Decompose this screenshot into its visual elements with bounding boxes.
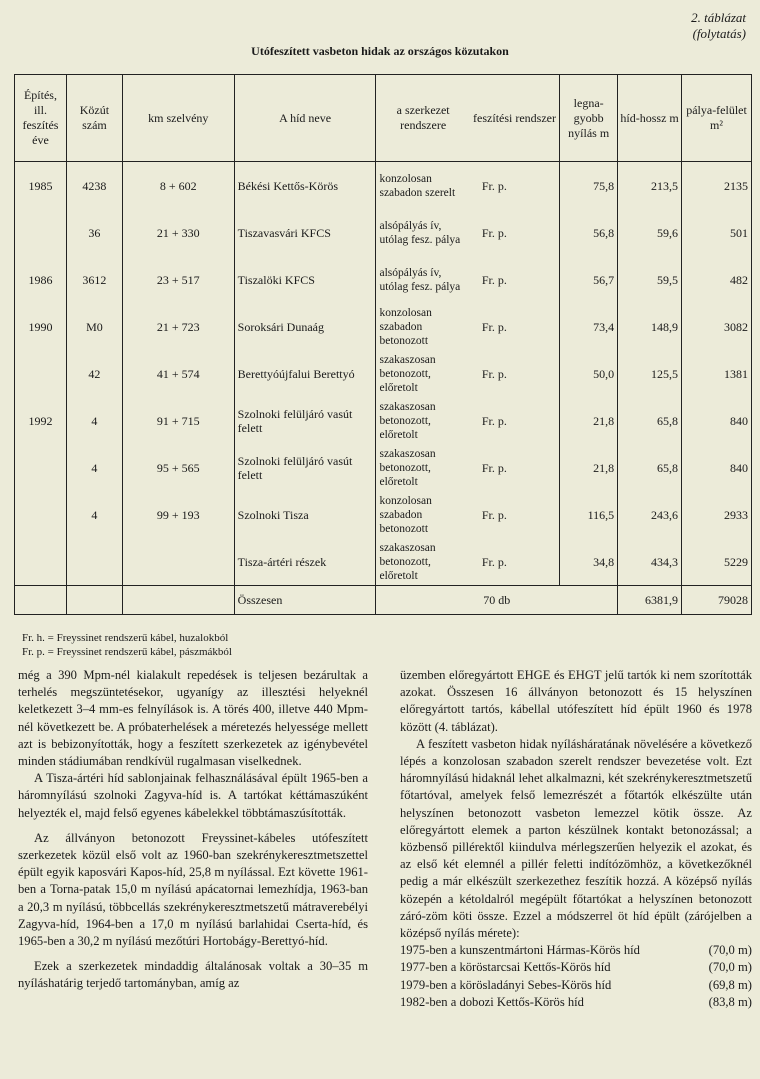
- cell-tension: Fr. p.: [470, 397, 560, 444]
- bridge-list: [400, 942, 752, 1011]
- cell-km: 41 + 574: [122, 350, 234, 397]
- table-number-label: [691, 10, 746, 42]
- cell-span: 56,8: [560, 209, 618, 256]
- table-row: [15, 256, 752, 303]
- table-header-row: [15, 75, 752, 162]
- cell-km: 8 + 602: [122, 162, 234, 210]
- header-km: km szelvény: [122, 75, 234, 162]
- cell-system: alsópályás ív, utólag fesz. pálya: [376, 209, 470, 256]
- cell-span: 50,0: [560, 350, 618, 397]
- cell-length: 434,3: [618, 538, 682, 586]
- list-item-text: 1982-ben a dobozi Kettős-Körös híd: [400, 994, 584, 1009]
- cell-length: 65,8: [618, 444, 682, 491]
- cell-road: 4238: [66, 162, 122, 210]
- cell-name: Tiszalöki KFCS: [234, 256, 376, 303]
- cell-year: [15, 350, 67, 397]
- cell-area: 1381: [682, 350, 752, 397]
- total-length: 6381,9: [618, 586, 682, 615]
- header-tension: feszítési rendszer: [470, 75, 560, 162]
- header-system: a szerkezet rendszere: [376, 75, 470, 162]
- cell-area: 3082: [682, 303, 752, 350]
- table-title: Utófeszített vasbeton hidak az országos közutakon: [251, 44, 509, 58]
- cell-span: 21,8: [560, 397, 618, 444]
- table-row: [15, 162, 752, 210]
- cell-empty: [66, 586, 122, 615]
- header-year: Építés, ill. feszítés éve: [15, 75, 67, 162]
- table-row: [15, 444, 752, 491]
- cell-name: Szolnoki felüljáró vasút felett: [234, 444, 376, 491]
- paragraph: A Tisza-ártéri híd sablonjainak felhasználásával épült 1965-ben a háromnyílású szolnoki Zagyva-híd is. A tartókat kéttámaszúként helyezték el, majd felső egyenes kábelekkel többtámaszúsították.: [18, 771, 368, 820]
- table-row: [15, 303, 752, 350]
- cell-empty: [15, 586, 67, 615]
- list-item: [400, 959, 752, 976]
- cell-name: Tiszavasvári KFCS: [234, 209, 376, 256]
- cell-empty: [122, 586, 234, 615]
- cell-name: Tisza-ártéri részek: [234, 538, 376, 586]
- cell-road: 4: [66, 444, 122, 491]
- cell-area: 5229: [682, 538, 752, 586]
- cell-road: [66, 538, 122, 586]
- cell-name: Berettyóújfalui Berettyó: [234, 350, 376, 397]
- cell-area: 2933: [682, 491, 752, 538]
- header-span: legna-gyobb nyílás m: [560, 75, 618, 162]
- cell-span: 73,4: [560, 303, 618, 350]
- cell-km: [122, 538, 234, 586]
- table-row: [15, 538, 752, 586]
- cell-area: 2135: [682, 162, 752, 210]
- list-item-size: (70,0 m): [708, 960, 752, 975]
- table-total-row: [15, 586, 752, 615]
- cell-road: 42: [66, 350, 122, 397]
- cell-tension: Fr. p.: [470, 491, 560, 538]
- table-row: [15, 491, 752, 538]
- cell-km: 23 + 517: [122, 256, 234, 303]
- cell-system: szakaszosan betonozott, előretolt: [376, 538, 470, 586]
- cell-km: 95 + 565: [122, 444, 234, 491]
- text-column-right: [400, 667, 752, 1011]
- paragraph: Az állványon betonozott Freyssinet-kábeles utófeszített szerkezetek közül első volt az 1960-ban szekrénykeresztmetszettel épült egyik kaposvári Kapos-híd, 25,8 m nyílással. Ezt követte 1961-ben a Torna-patak 15,0 m nyílású apácatornai lemezhídja, 1963-ban a 20,3 m nyílású, többcellás szekrénykeresztmetszetű mátraverebélyi Zagyva-híd, 1964-ben a 17,0 m nyílású barlahidai Cserta-híd, és 1965-ben a 30,2 m nyílású mezőtúri Hortobágy-Berettyó-híd.: [18, 830, 368, 949]
- list-item: [400, 994, 752, 1011]
- total-label: Összesen: [234, 586, 376, 615]
- cell-road: 3612: [66, 256, 122, 303]
- note-fr-p: Fr. p. = Freyssinet rendszerű kábel, pászmákból: [22, 646, 232, 658]
- cell-span: 116,5: [560, 491, 618, 538]
- header-name: A híd neve: [234, 75, 376, 162]
- cell-length: 59,5: [618, 256, 682, 303]
- paragraph: üzemben előregyártott EHGE és EHGT jelű tartók ki nem szorították azokat. Összesen 16 állványon betonozott és 15 helyszínen előregyártott tartós, kábellal utófeszített híd épült 1960 és 1978 között (4. táblázat).: [400, 668, 752, 734]
- list-item-size: (83,8 m): [708, 994, 752, 1009]
- table-number: 2. táblázat: [691, 10, 746, 25]
- list-item-text: 1975-ben a kunszentmártoni Hármas-Körös híd: [400, 943, 640, 958]
- cell-area: 482: [682, 256, 752, 303]
- cell-span: 75,8: [560, 162, 618, 210]
- cell-tension: Fr. p.: [470, 444, 560, 491]
- cell-system: konzolosan szabadon betonozott: [376, 491, 470, 538]
- cell-area: 840: [682, 397, 752, 444]
- note-fr-h: Fr. h. = Freyssinet rendszerű kábel, huzalokból: [22, 632, 229, 644]
- cell-length: 125,5: [618, 350, 682, 397]
- cell-system: alsópályás ív, utólag fesz. pálya: [376, 256, 470, 303]
- cell-year: [15, 444, 67, 491]
- cell-road: 36: [66, 209, 122, 256]
- cell-road: 4: [66, 491, 122, 538]
- cell-length: 213,5: [618, 162, 682, 210]
- cell-km: 91 + 715: [122, 397, 234, 444]
- cell-tension: Fr. p.: [470, 162, 560, 210]
- cell-system: konzolosan szabadon szerelt: [376, 162, 470, 210]
- paragraph: Ezek a szerkezetek mindaddig általánosak voltak a 30–35 m nyíláshatárig terjedő tartományban, amíg az: [18, 959, 368, 991]
- cell-year: [15, 209, 67, 256]
- cell-span: 56,7: [560, 256, 618, 303]
- cell-length: 59,6: [618, 209, 682, 256]
- cell-area: 840: [682, 444, 752, 491]
- cell-system: konzolosan szabadon betonozott: [376, 303, 470, 350]
- cell-km: 21 + 723: [122, 303, 234, 350]
- list-item-size: (69,8 m): [708, 977, 752, 992]
- table-row: [15, 397, 752, 444]
- cell-tension: Fr. p.: [470, 209, 560, 256]
- cell-area: 501: [682, 209, 752, 256]
- cell-year: 1986: [15, 256, 67, 303]
- cell-length: 148,9: [618, 303, 682, 350]
- cell-length: 243,6: [618, 491, 682, 538]
- cell-year: [15, 491, 67, 538]
- cell-name: Szolnoki Tisza: [234, 491, 376, 538]
- cell-system: szakaszosan betonozott, előretolt: [376, 350, 470, 397]
- list-item: [400, 977, 752, 994]
- cell-span: 34,8: [560, 538, 618, 586]
- cell-year: 1990: [15, 303, 67, 350]
- text-column-left: [18, 667, 368, 993]
- cell-name: Soroksári Dunaág: [234, 303, 376, 350]
- cell-system: szakaszosan betonozott, előretolt: [376, 444, 470, 491]
- cell-year: 1992: [15, 397, 67, 444]
- header-length: híd-hossz m: [618, 75, 682, 162]
- continuation-note: (folytatás): [692, 26, 746, 41]
- cell-system: szakaszosan betonozott, előretolt: [376, 397, 470, 444]
- table-row: [15, 209, 752, 256]
- cell-name: Békési Kettős-Körös: [234, 162, 376, 210]
- cell-tension: Fr. p.: [470, 303, 560, 350]
- total-area: 79028: [682, 586, 752, 615]
- header-area: pálya-felület m²: [682, 75, 752, 162]
- list-item-text: 1979-ben a körösladányi Sebes-Körös híd: [400, 977, 612, 992]
- cell-length: 65,8: [618, 397, 682, 444]
- paragraph: még a 390 Mpm-nél kialakult repedések is teljesen bezárultak a terhelés megszüntetésekor, ugyanígy az illesztési helyeknél keletkezett 3–4 mm-es felnyílások is. A törés 400, illetve 440 Mpm-nél következett be. A próbaterhelések a méretezés helyessége mellett azt is bebizonyították, hogy a feszített szerkezetek az igénybevétel minden stádiumában rendkívül rugalmasan viselkednek.: [18, 668, 368, 769]
- cell-tension: Fr. p.: [470, 256, 560, 303]
- cell-year: [15, 538, 67, 586]
- cell-tension: Fr. p.: [470, 350, 560, 397]
- paragraph: A feszített vasbeton hidak nyílásháratának növelésére a következő lépés a konzolosan szabadon szerelt rendszer bevezetése volt. Ezt háromnyílású hidaknál lehet alkalmazni, két szekrénykeresztmetszetű főtartóval, amelyek felső lemezrészét a főtartók elkészülte után helyszínen betonozott vasbeton lemezzel kötik össze. Az előregyártott elemek a parton készülnek kontakt betonozással; a közbenső pillérektől kiindulva mérlegszerűen helyezik el azokat, és az első két elemnél a pillér feletti indítózömhöz, a következőknél pedig a már elkészült szerkezethez feszítik hozzá. A középső nyílás közepén a kétoldalról megépült főtartókat a helyszínen betonozott záró-zöm köti össze. Ezzel a módszerrel öt híd épült (zárójelben a középső nyílás mérete):: [400, 736, 752, 941]
- list-item-text: 1977-ben a köröstarcsai Kettős-Körös híd: [400, 960, 611, 975]
- cell-road: M0: [66, 303, 122, 350]
- table-notes: [22, 631, 232, 659]
- list-item-size: (70,0 m): [708, 943, 752, 958]
- cell-name: Szolnoki felüljáró vasút felett: [234, 397, 376, 444]
- cell-year: 1985: [15, 162, 67, 210]
- bridges-table: [14, 74, 752, 615]
- table-row: [15, 350, 752, 397]
- cell-road: 4: [66, 397, 122, 444]
- cell-tension: Fr. p.: [470, 538, 560, 586]
- cell-km: 21 + 330: [122, 209, 234, 256]
- total-count: 70 db: [376, 586, 618, 615]
- cell-km: 99 + 193: [122, 491, 234, 538]
- cell-span: 21,8: [560, 444, 618, 491]
- header-road: Közút szám: [66, 75, 122, 162]
- list-item: [400, 942, 752, 959]
